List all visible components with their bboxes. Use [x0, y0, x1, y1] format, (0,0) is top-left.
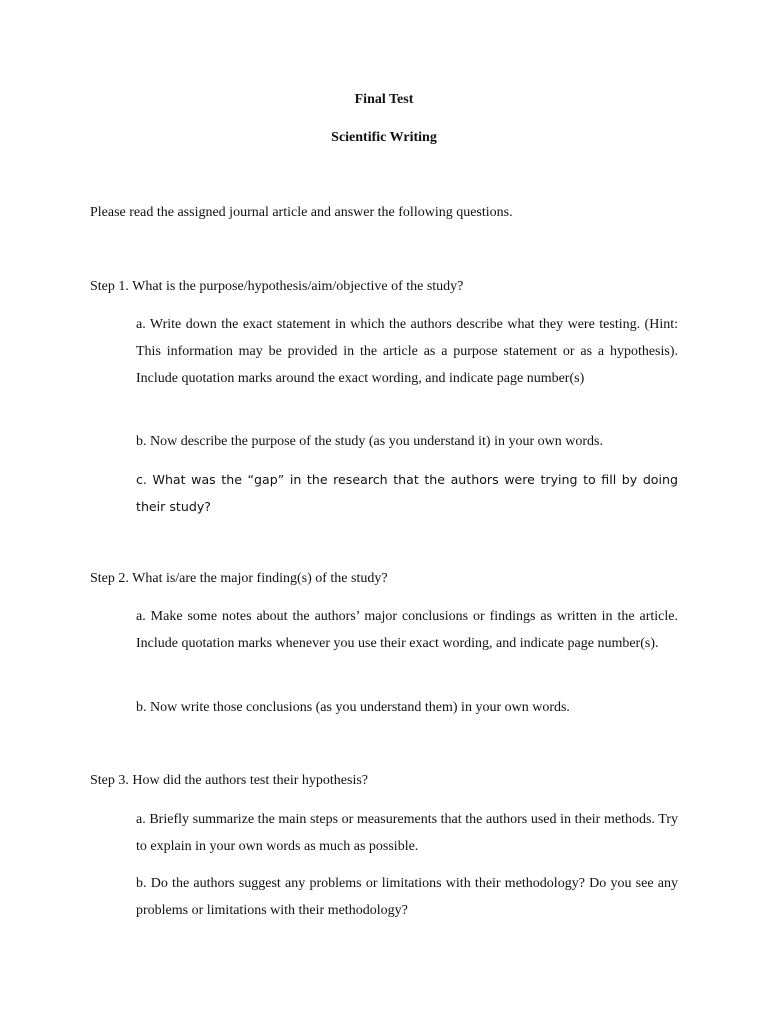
step-2-item-a: a. Make some notes about the authors’ major conclusions or findings as written in the article. Include quotation marks whenever you use their exact wording, and indicate page number(s).	[136, 609, 678, 651]
step-3-heading: Step 3. How did the authors test their hypothesis?	[90, 773, 369, 788]
step-2-heading: Step 2. What is/are the major finding(s) of the study?	[90, 571, 388, 586]
document-title: Final Test	[354, 92, 414, 107]
step-3-item-b: b. Do the authors suggest any problems or limitations with their methodology? Do you see any problems or limitations with their methodology?	[136, 876, 678, 918]
step-1-heading: Step 1. What is the purpose/hypothesis/aim/objective of the study?	[90, 279, 464, 294]
step-1-item-c: c. What was the “gap” in the research that the authors were trying to fill by doing their study?	[136, 472, 678, 514]
document-subtitle: Scientific Writing	[331, 130, 437, 145]
step-2-item-b: b. Now write those conclusions (as you understand them) in your own words.	[136, 700, 570, 715]
intro-instructions: Please read the assigned journal article and answer the following questions.	[90, 205, 513, 220]
step-3-item-a: a. Briefly summarize the main steps or measurements that the authors used in their methods. Try to explain in your own words as much as possible.	[136, 812, 678, 854]
step-1-item-a: a. Write down the exact statement in which the authors describe what they were testing. (Hint: This information may be provided in the article as a purpose statement or as a hypothesis). Include quotation marks around the exact wording, and indicate page number(s)	[136, 317, 678, 386]
step-1-item-b: b. Now describe the purpose of the study (as you understand it) in your own words.	[136, 434, 603, 449]
